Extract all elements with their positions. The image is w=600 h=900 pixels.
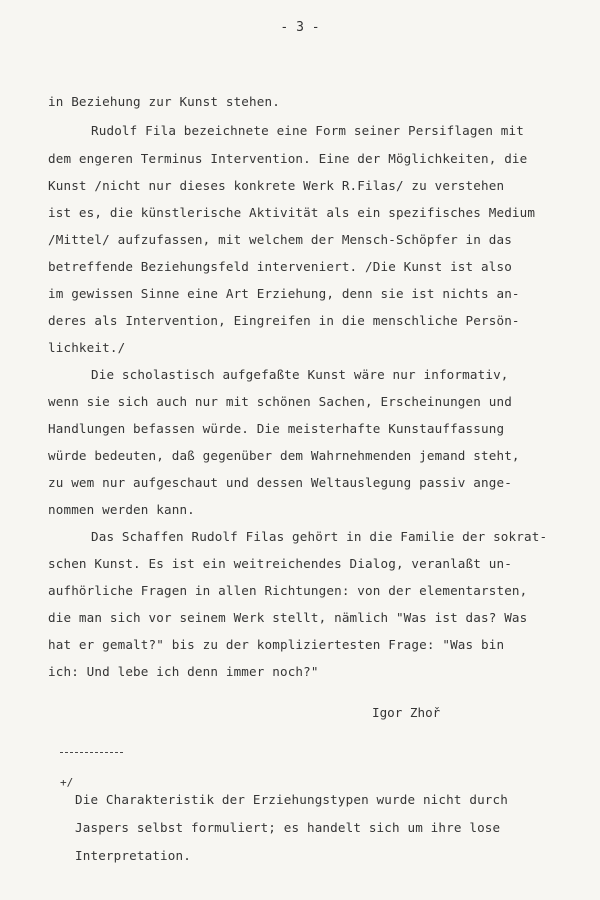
text-line: in Beziehung zur Kunst stehen. bbox=[48, 94, 280, 109]
footnote-divider bbox=[60, 752, 123, 753]
text-line: Die scholastisch aufgefaßte Kunst wäre nur informativ, bbox=[91, 367, 509, 382]
text-line: dem engeren Terminus Intervention. Eine der Möglichkeiten, die bbox=[48, 151, 528, 166]
text-line: Kunst /nicht nur dieses konkrete Werk R.Filas/ zu verstehen bbox=[48, 178, 505, 193]
text-line: deres als Intervention, Eingreifen in die menschliche Persön- bbox=[48, 313, 520, 328]
page-number: - 3 - bbox=[280, 20, 320, 35]
footnote-line: Die Charakteristik der Erziehungstypen wurde nicht durch bbox=[75, 792, 508, 807]
text-line: Das Schaffen Rudolf Filas gehört in die Familie der sokrat- bbox=[91, 529, 548, 544]
text-line: betreffende Beziehungsfeld interveniert. /Die Kunst ist also bbox=[48, 259, 512, 274]
text-line: nommen werden kann. bbox=[48, 502, 195, 517]
text-line: zu wem nur aufgeschaut und dessen Weltauslegung passiv ange- bbox=[48, 475, 512, 490]
footnote-line: Interpretation. bbox=[75, 848, 191, 863]
text-line: ich: Und lebe ich denn immer noch?" bbox=[48, 664, 319, 679]
text-line: ist es, die künstlerische Aktivität als ein spezifisches Medium bbox=[48, 205, 536, 220]
text-line: im gewissen Sinne eine Art Erziehung, denn sie ist nichts an- bbox=[48, 286, 520, 301]
text-line: Handlungen befassen würde. Die meisterhafte Kunstauffassung bbox=[48, 421, 505, 436]
footnote-mark: +/ bbox=[60, 776, 74, 789]
text-line: /Mittel/ aufzufassen, mit welchem der Mensch-Schöpfer in das bbox=[48, 232, 512, 247]
text-line: wenn sie sich auch nur mit schönen Sachen, Erscheinungen und bbox=[48, 394, 512, 409]
text-line: würde bedeuten, daß gegenüber dem Wahrnehmenden jemand steht, bbox=[48, 448, 520, 463]
footnote-line: Jaspers selbst formuliert; es handelt sich um ihre lose bbox=[75, 820, 501, 835]
text-line: schen Kunst. Es ist ein weitreichendes Dialog, veranlaßt un- bbox=[48, 556, 512, 571]
text-line: aufhörliche Fragen in allen Richtungen: von der elementarsten, bbox=[48, 583, 528, 598]
text-line: hat er gemalt?" bis zu der kompliziertesten Frage: "Was bin bbox=[48, 637, 505, 652]
author-signature: Igor Zhoř bbox=[372, 705, 441, 720]
text-line: Rudolf Fila bezeichnete eine Form seiner Persiflagen mit bbox=[91, 123, 524, 138]
text-line: lichkeit./ bbox=[48, 340, 126, 355]
text-line: die man sich vor seinem Werk stellt, nämlich "Was ist das? Was bbox=[48, 610, 528, 625]
